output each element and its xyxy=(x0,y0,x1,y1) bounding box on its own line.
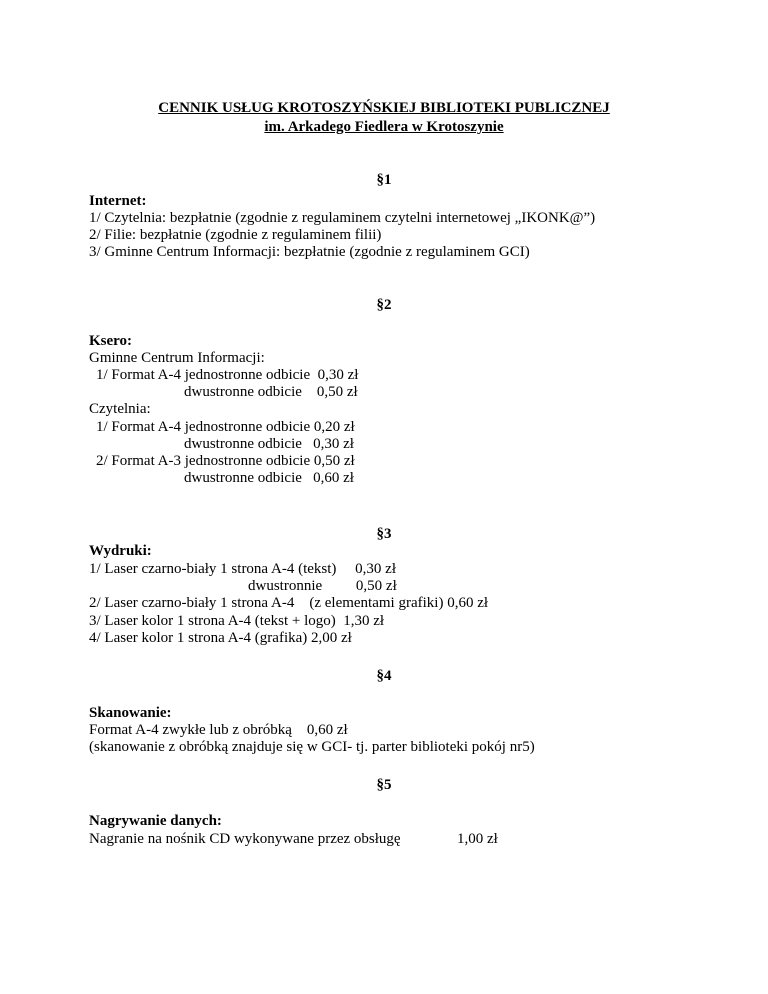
internet-line-2: 2/ Filie: bezpłatnie (zgodnie z regulaminem filii) xyxy=(89,227,382,243)
nagrywanie-line-1: Nagranie na nośnik CD wykonywane przez obsługę xyxy=(89,831,401,847)
skanowanie-line-1: Format A-4 zwykłe lub z obróbką 0,60 zł xyxy=(89,722,348,738)
section-mark-2: §2 xyxy=(376,297,392,313)
section-mark-5: §5 xyxy=(376,777,392,793)
skanowanie-line-2: (skanowanie z obróbką znajduje się w GCI- tj. parter biblioteki pokój nr5) xyxy=(89,739,535,755)
section-heading-skanowanie: Skanowanie: xyxy=(89,705,172,721)
section-heading-ksero: Ksero: xyxy=(89,333,133,349)
section-mark-1: §1 xyxy=(376,172,392,188)
nagrywanie-price: 1,00 zł xyxy=(457,831,498,847)
ksero-line-gci: Gminne Centrum Informacji: xyxy=(89,350,265,366)
document-title: CENNIK USŁUG KROTOSZYŃSKIEJ BIBLIOTEKI PUBLICZNEJ xyxy=(158,100,610,116)
internet-line-3: 3/ Gminne Centrum Informacji: bezpłatnie (zgodnie z regulaminem GCI) xyxy=(89,244,530,260)
wydruki-line-2: 2/ Laser czarno-biały 1 strona A-4 (z elementami grafiki) 0,60 zł xyxy=(89,595,489,611)
section-heading-nagrywanie: Nagrywanie danych: xyxy=(89,813,222,829)
ksero-line-gci-a4-double: dwustronne odbicie 0,50 zł xyxy=(184,384,358,400)
section-heading-wydruki: Wydruki: xyxy=(89,543,152,559)
ksero-line-gci-a4-single: 1/ Format A-4 jednostronne odbicie 0,30 zł xyxy=(96,367,359,383)
ksero-line-czyt-a3-double: dwustronne odbicie 0,60 zł xyxy=(184,470,354,486)
wydruki-line-4: 4/ Laser kolor 1 strona A-4 (grafika) 2,00 zł xyxy=(89,630,352,646)
section-mark-3: §3 xyxy=(376,526,392,542)
document-subtitle: im. Arkadego Fiedlera w Krotoszynie xyxy=(264,119,504,135)
wydruki-line-1-duplex: dwustronnie 0,50 zł xyxy=(248,578,397,594)
wydruki-line-3: 3/ Laser kolor 1 strona A-4 (tekst + logo) 1,30 zł xyxy=(89,613,385,629)
wydruki-line-1: 1/ Laser czarno-biały 1 strona A-4 (tekst) 0,30 zł xyxy=(89,561,396,577)
internet-line-1: 1/ Czytelnia: bezpłatnie (zgodnie z regulaminem czytelni internetowej „IKONK@”) xyxy=(89,210,596,226)
section-heading-internet: Internet: xyxy=(89,193,147,209)
section-mark-4: §4 xyxy=(376,668,392,684)
ksero-line-czyt-a4-single: 1/ Format A-4 jednostronne odbicie 0,20 zł xyxy=(96,419,355,435)
ksero-line-czyt-a3-single: 2/ Format A-3 jednostronne odbicie 0,50 zł xyxy=(96,453,355,469)
ksero-line-czyt-a4-double: dwustronne odbicie 0,30 zł xyxy=(184,436,354,452)
ksero-line-czytelnia: Czytelnia: xyxy=(89,401,151,417)
